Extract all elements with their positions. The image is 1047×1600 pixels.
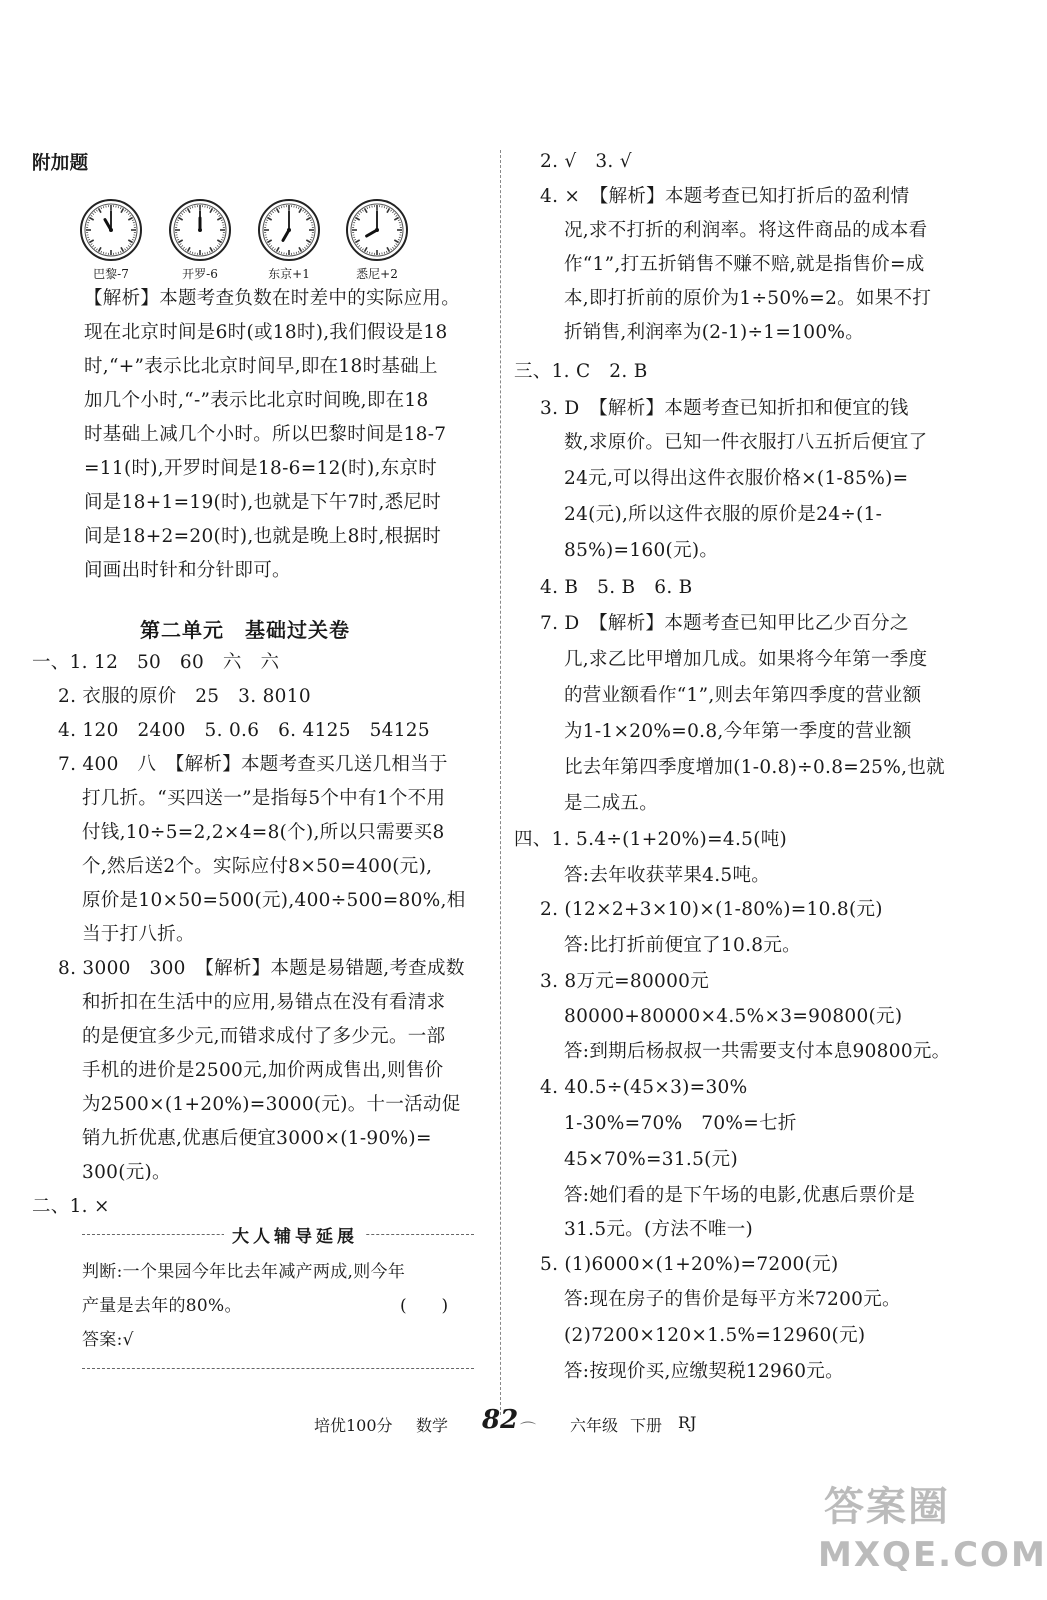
volume: 下册 bbox=[630, 1416, 663, 1435]
clock-tick bbox=[188, 247, 191, 251]
analysis-line: 间是18+2=20(时),也就是晚上8时,根据时 bbox=[84, 526, 442, 547]
page-number: 82 bbox=[482, 1405, 519, 1435]
watermark-url: MXQE.COM bbox=[818, 1535, 1047, 1575]
answer-line: 况,求不打折的利润率。将这件商品的成本看 bbox=[564, 220, 928, 241]
clock-tick bbox=[391, 210, 392, 212]
clock-tick bbox=[355, 218, 359, 221]
clock-tick bbox=[299, 247, 302, 251]
clock-tick bbox=[192, 206, 193, 208]
extension-question: 判断:一个果园今年比去年减产两成,则今年 bbox=[82, 1262, 406, 1282]
answer-line: 1-30%=70% 70%=七折 bbox=[564, 1113, 797, 1134]
answer-line: 打几折。“买四送一”是指每5个中有1个不用 bbox=[82, 788, 446, 809]
answer-brackets: ( ) bbox=[400, 1296, 449, 1316]
clock-tick bbox=[266, 239, 268, 240]
clock-tick bbox=[303, 249, 304, 251]
clock-tick bbox=[296, 252, 297, 254]
clock-tick bbox=[267, 240, 271, 243]
clock-tick bbox=[303, 210, 304, 212]
column-divider bbox=[500, 150, 501, 1415]
answer-line: 4. 40.5÷(45×3)=30% bbox=[540, 1077, 748, 1098]
clock-tick bbox=[133, 237, 135, 238]
clock-tick bbox=[365, 208, 368, 212]
clock-tick bbox=[183, 211, 184, 212]
clock-tick bbox=[120, 207, 121, 209]
clock-tick bbox=[128, 218, 132, 221]
unit-title: 第二单元 基础过关卷 bbox=[140, 618, 350, 642]
clock-tick bbox=[217, 218, 221, 221]
answer-line: 三、1. C 2. B bbox=[514, 361, 648, 382]
answer-line: 8. 3000 300 【解析】本题是易错题,考查成数 bbox=[58, 958, 465, 979]
answer-line: 4. 120 2400 5. 0.6 6. 4125 54125 bbox=[58, 720, 430, 741]
answer-line: 7. D 【解析】本题考查已知甲比乙少百分之 bbox=[540, 613, 909, 634]
clock-tick bbox=[296, 206, 297, 208]
clock-tick bbox=[183, 247, 184, 248]
clock-tick bbox=[266, 220, 268, 221]
answer-line: 7. 400 八 【解析】本题考查买几送几相当于 bbox=[58, 754, 448, 775]
clock-tick bbox=[209, 207, 210, 209]
clock-tick bbox=[132, 220, 134, 221]
clock-center bbox=[287, 228, 291, 232]
clock-sydney bbox=[344, 198, 410, 282]
clock-tick bbox=[392, 211, 393, 212]
answer-line: 当于打八折。 bbox=[82, 924, 195, 945]
clock-tick bbox=[221, 239, 223, 240]
clock-tick bbox=[367, 207, 368, 209]
answer-line: 答:去年收获苹果4.5吨。 bbox=[564, 865, 771, 886]
clock-label: 开罗-6 bbox=[182, 267, 218, 281]
clock-tick bbox=[214, 210, 215, 212]
answer-line: 销九折优惠,优惠后便宜3000×(1-90%)= bbox=[82, 1128, 432, 1149]
clock-tick bbox=[265, 237, 267, 238]
clock-tick bbox=[281, 252, 282, 254]
answer-line: 2. (12×2+3×10)×(1-80%)=10.8(元) bbox=[540, 899, 883, 920]
clock-tick bbox=[188, 208, 191, 212]
clock-tick bbox=[386, 207, 387, 209]
clock-tick bbox=[353, 237, 355, 238]
analysis-line: 【解析】本题考查负数在时差中的实际应用。 bbox=[84, 288, 461, 309]
clock-tick bbox=[281, 206, 282, 208]
clock-label: 东京+1 bbox=[268, 267, 310, 281]
clock-tick bbox=[222, 222, 224, 223]
clock-tick bbox=[267, 218, 271, 221]
clock-tick bbox=[125, 210, 126, 212]
clock-tick bbox=[87, 237, 89, 238]
clock-tick bbox=[219, 244, 221, 245]
clock-tick bbox=[277, 208, 280, 212]
clock-tick bbox=[391, 249, 392, 251]
clock-tick bbox=[362, 249, 363, 251]
clock-label: 悉尼+2 bbox=[356, 267, 398, 281]
answer-line: 数,求原价。已知一件衣服打八五折后便宜了 bbox=[564, 432, 928, 453]
clock-tick bbox=[178, 240, 182, 243]
answer-line: 的营业额看作“1”,则去年第四季度的营业额 bbox=[564, 685, 922, 706]
clock-tick bbox=[308, 244, 310, 245]
clock-tick bbox=[310, 239, 312, 240]
clock-tick bbox=[384, 206, 385, 208]
analysis-line: 时基础上减几个小时。所以巴黎时间是18-7 bbox=[84, 424, 447, 445]
clock-center bbox=[198, 228, 202, 232]
answer-line: 答:比打折前便宜了10.8元。 bbox=[564, 935, 801, 956]
answer-line: 的是便宜多少元,而错求成付了多少元。一部 bbox=[82, 1026, 446, 1047]
tutor-extension-box bbox=[82, 1222, 474, 1382]
extension-title: 大人辅导延展 bbox=[224, 1222, 366, 1247]
clock-tick bbox=[298, 207, 299, 209]
answer-line: 24(元),所以这件衣服的原价是24÷(1- bbox=[564, 504, 883, 525]
answer-line: 3. D 【解析】本题考查已知折扣和便宜的钱 bbox=[540, 398, 909, 419]
clock-tick bbox=[128, 240, 132, 243]
clock-tick bbox=[118, 206, 119, 208]
clock-tick bbox=[103, 252, 104, 254]
clock-tick bbox=[177, 220, 179, 221]
clock-tick bbox=[217, 213, 218, 214]
clock-tick bbox=[87, 222, 89, 223]
clock-tick bbox=[94, 211, 95, 212]
clock-tick bbox=[101, 251, 102, 253]
clock-tick bbox=[99, 208, 102, 212]
analysis-line: 现在北京时间是6时(或18时),我们假设是18 bbox=[84, 322, 448, 343]
answer-line: 付钱,10÷5=2,2×4=8(个),所以只需要买8 bbox=[82, 822, 445, 843]
clock-tick bbox=[92, 245, 93, 246]
clock-tick bbox=[88, 239, 90, 240]
clock-tick bbox=[190, 251, 191, 253]
divider bbox=[82, 1368, 474, 1369]
grade: 六年级 bbox=[570, 1416, 619, 1435]
clock-tick bbox=[96, 249, 97, 251]
clock-tick bbox=[279, 207, 280, 209]
clock-center bbox=[375, 228, 379, 232]
clock-tick bbox=[272, 247, 273, 248]
clock-tick bbox=[394, 240, 398, 243]
clock-tick bbox=[89, 218, 93, 221]
clock-tick bbox=[215, 247, 216, 248]
answer-line: 折销售,利润率为(2-1)÷1=100%。 bbox=[564, 322, 865, 343]
clock-tick bbox=[394, 218, 398, 221]
clock-tick bbox=[355, 240, 359, 243]
answer-line: 和折扣在生活中的应用,易错点在没有看清求 bbox=[82, 992, 446, 1013]
clock-tick bbox=[180, 215, 182, 216]
clock-tick bbox=[354, 220, 356, 221]
clock-tick bbox=[88, 220, 90, 221]
clock-tick bbox=[181, 213, 182, 214]
clock-tick bbox=[396, 244, 398, 245]
clock-tick bbox=[387, 247, 390, 251]
clock-tick bbox=[217, 245, 218, 246]
analysis-line: 加几个小时,“-”表示比北京时间晚,即在18 bbox=[84, 390, 429, 411]
answer-line: 手机的进价是2500元,加价两成售出,则售价 bbox=[82, 1060, 444, 1081]
answer-line: 2. √ 3. √ bbox=[540, 151, 632, 172]
clock-tick bbox=[94, 247, 95, 248]
answer-line: 四、1. 5.4÷(1+20%)=4.5(吨) bbox=[514, 829, 788, 850]
analysis-line: =11(时),开罗时间是18-6=12(时),东京时 bbox=[84, 458, 438, 479]
answer-line: 80000+80000×4.5%×3=90800(元) bbox=[564, 1006, 903, 1027]
answer-line: 为1-1×20%=0.8,今年第一季度的营业额 bbox=[564, 721, 912, 742]
clock-tick bbox=[394, 213, 395, 214]
clock-tick bbox=[398, 220, 400, 221]
clock-tick bbox=[96, 210, 97, 212]
answer-line: 比去年第四季度增加(1-0.8)÷0.8=25%,也就 bbox=[564, 757, 945, 778]
clock-tick bbox=[354, 239, 356, 240]
clock-tick bbox=[126, 211, 127, 212]
subject: 数学 bbox=[416, 1416, 449, 1435]
clock-tick bbox=[265, 222, 267, 223]
clock-tick bbox=[394, 245, 395, 246]
answer-line: 是二成五。 bbox=[564, 793, 659, 814]
clock-tick bbox=[274, 210, 275, 212]
clock-tokyo bbox=[256, 198, 322, 282]
clock-tick bbox=[209, 251, 210, 253]
clock-tick bbox=[270, 245, 271, 246]
clock-tick bbox=[92, 213, 93, 214]
answer-line: 答:她们看的是下午场的电影,优惠后票价是 bbox=[564, 1185, 916, 1206]
answer-line: 作“1”,打五折销售不赚不赔,就是指售价=成 bbox=[564, 254, 925, 275]
clock-tick bbox=[128, 213, 129, 214]
edition: RJ bbox=[678, 1413, 697, 1432]
clock-tick bbox=[89, 240, 93, 243]
clock-tick bbox=[358, 213, 359, 214]
clock-tick bbox=[121, 247, 124, 251]
clock-tick bbox=[99, 247, 102, 251]
answer-line: 几,求乙比甲增加几成。如果将今年第一季度 bbox=[564, 649, 928, 670]
answer-line: 4. B 5. B 6. B bbox=[540, 577, 693, 598]
clock-tick bbox=[386, 251, 387, 253]
clock-tick bbox=[360, 247, 361, 248]
clock-tick bbox=[132, 239, 134, 240]
watermark bbox=[810, 1475, 1047, 1585]
answer-line: (2)7200×120×1.5%=12960(元) bbox=[564, 1325, 866, 1346]
clock-tick bbox=[91, 244, 93, 245]
clock-face-icon bbox=[345, 198, 409, 262]
clock-tick bbox=[176, 237, 178, 238]
clock-tick bbox=[362, 210, 363, 212]
extension-question: 产量是去年的80%。 bbox=[82, 1296, 242, 1316]
clock-tick bbox=[125, 249, 126, 251]
clock-tick bbox=[304, 211, 305, 212]
answer-line: 本,即打折前的原价为1÷50%=2。如果不打 bbox=[564, 288, 932, 309]
clock-tick bbox=[306, 245, 307, 246]
clock-tick bbox=[190, 207, 191, 209]
clock-tick bbox=[308, 215, 310, 216]
answer-line: 31.5元。(方法不唯一) bbox=[564, 1219, 754, 1240]
answer-line: 答:现在房子的售价是每平方米7200元。 bbox=[564, 1289, 901, 1310]
clock-tick bbox=[398, 239, 400, 240]
clock-tick bbox=[304, 247, 305, 248]
clock-tick bbox=[310, 220, 312, 221]
clock-center bbox=[109, 228, 113, 232]
clock-tick bbox=[360, 211, 361, 212]
answer-line: 二、1. × bbox=[32, 1196, 110, 1217]
clock-tick bbox=[298, 251, 299, 253]
clock-tick bbox=[269, 244, 271, 245]
clock-tick bbox=[306, 240, 310, 243]
clock-tick bbox=[128, 245, 129, 246]
clock-tick bbox=[91, 215, 93, 216]
watermark-title: 答案圈 bbox=[824, 1484, 950, 1530]
analysis-line: 时,“+”表示比北京时间早,即在18时基础上 bbox=[84, 356, 438, 377]
clock-row bbox=[78, 198, 438, 281]
clock-tick bbox=[221, 220, 223, 221]
clock-tick bbox=[215, 211, 216, 212]
clock-face-icon bbox=[257, 198, 321, 262]
clock-tick bbox=[306, 213, 307, 214]
clock-paris bbox=[78, 198, 144, 282]
clock-tick bbox=[177, 239, 179, 240]
clock-tick bbox=[118, 252, 119, 254]
clock-tick bbox=[399, 237, 401, 238]
clock-tick bbox=[207, 206, 208, 208]
extension-answer: 答案:√ bbox=[82, 1330, 134, 1350]
page-footer bbox=[0, 1405, 996, 1445]
clock-tick bbox=[121, 208, 124, 212]
clock-tick bbox=[306, 218, 310, 221]
clock-tick bbox=[387, 208, 390, 212]
clock-tick bbox=[126, 247, 127, 248]
clock-tick bbox=[365, 247, 368, 251]
extra-heading: 附加题 bbox=[32, 153, 89, 174]
answer-line: 为2500×(1+20%)=3000(元)。十一活动促 bbox=[82, 1094, 461, 1115]
clock-label: 巴黎-7 bbox=[93, 267, 129, 281]
clock-tick bbox=[369, 206, 370, 208]
answer-line: 300(元)。 bbox=[82, 1162, 171, 1183]
clock-tick bbox=[269, 215, 271, 216]
answer-line: 一、1. 12 50 60 六 六 bbox=[32, 652, 280, 673]
clock-tick bbox=[311, 222, 313, 223]
answer-line: 2. 衣服的原价 25 3. 8010 bbox=[58, 686, 311, 707]
clock-tick bbox=[222, 237, 224, 238]
clock-tick bbox=[120, 251, 121, 253]
clock-tick bbox=[272, 211, 273, 212]
clock-face-icon bbox=[79, 198, 143, 262]
clock-tick bbox=[357, 215, 359, 216]
answer-line: 5. (1)6000×(1+20%)=7200(元) bbox=[540, 1254, 839, 1275]
clock-tick bbox=[185, 249, 186, 251]
clock-tick bbox=[396, 215, 398, 216]
analysis-line: 间是18+1=19(时),也就是下午7时,悉尼时 bbox=[84, 492, 442, 513]
clock-tick bbox=[277, 247, 280, 251]
clock-tick bbox=[299, 208, 302, 212]
clock-tick bbox=[369, 252, 370, 254]
clock-tick bbox=[367, 251, 368, 253]
clock-tick bbox=[101, 207, 102, 209]
clock-tick bbox=[358, 245, 359, 246]
clock-face-icon bbox=[168, 198, 232, 262]
clock-tick bbox=[210, 208, 213, 212]
answer-line: 45×70%=31.5(元) bbox=[564, 1149, 738, 1170]
clock-tick bbox=[192, 252, 193, 254]
clock-cairo bbox=[167, 198, 233, 282]
answer-line: 个,然后送2个。实际应付8×50=400(元), bbox=[82, 856, 433, 877]
clock-tick bbox=[180, 244, 182, 245]
answer-line: 24元,可以得出这件衣服价格×(1-85%)= bbox=[564, 468, 909, 489]
clock-tick bbox=[133, 222, 135, 223]
clock-tick bbox=[399, 222, 401, 223]
clock-tick bbox=[214, 249, 215, 251]
clock-tick bbox=[185, 210, 186, 212]
clock-tick bbox=[130, 244, 132, 245]
clock-tick bbox=[357, 244, 359, 245]
clock-tick bbox=[207, 252, 208, 254]
answer-line: 3. 8万元=80000元 bbox=[540, 971, 710, 992]
clock-tick bbox=[311, 237, 313, 238]
clock-tick bbox=[178, 218, 182, 221]
answer-line: 原价是10×50=500(元),400÷500=80%,相 bbox=[82, 890, 466, 911]
clock-tick bbox=[279, 251, 280, 253]
answer-line: 答:按现价买,应缴契税12960元。 bbox=[564, 1361, 844, 1382]
wave-ornament: ⌒ bbox=[520, 1420, 537, 1439]
clock-tick bbox=[384, 252, 385, 254]
clock-tick bbox=[353, 222, 355, 223]
clock-tick bbox=[210, 247, 213, 251]
clock-tick bbox=[103, 206, 104, 208]
answer-line: 4. × 【解析】本题考查已知打折后的盈利情 bbox=[540, 186, 910, 207]
clock-tick bbox=[274, 249, 275, 251]
book-title: 培优100分 bbox=[314, 1416, 393, 1435]
clock-tick bbox=[217, 240, 221, 243]
clock-tick bbox=[219, 215, 221, 216]
answer-line: 85%)=160(元)。 bbox=[564, 540, 719, 561]
clock-tick bbox=[176, 222, 178, 223]
clock-tick bbox=[392, 247, 393, 248]
clock-tick bbox=[130, 215, 132, 216]
clock-tick bbox=[181, 245, 182, 246]
clock-tick bbox=[270, 213, 271, 214]
analysis-line: 间画出时针和分针即可。 bbox=[84, 560, 291, 581]
answer-line: 答:到期后杨叔叔一共需要支付本息90800元。 bbox=[564, 1041, 951, 1062]
